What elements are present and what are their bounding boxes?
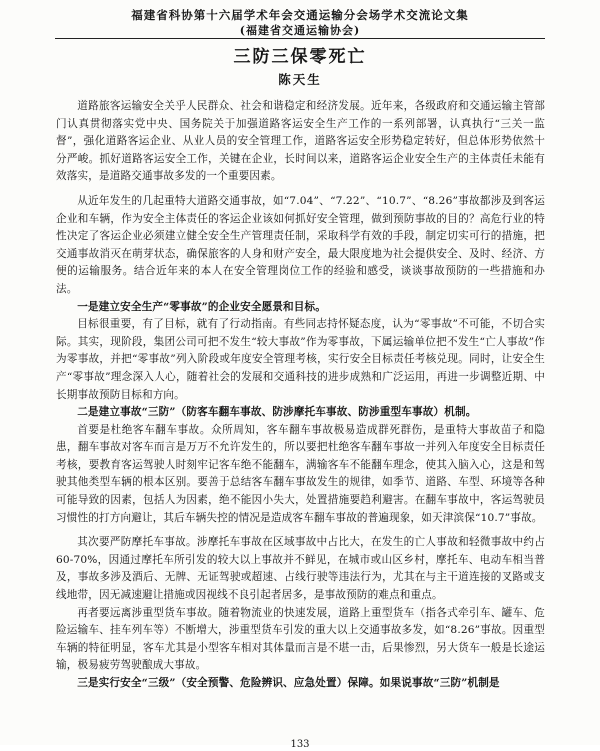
paragraph: 道路旅客运输安全关乎人民群众、社会和谐稳定和经济发展。近年来，各级政府和交通运输主管部门认真贯彻落实党中央、国务院关于加强道路客运安全生产工作的一系列部署，认真执行“三关一监督”，强化道路客运企业、从业人员的安全管理工作，道路客运安全形势稳定转好，但总体形势依然十分严峻。抓好道路客运安全工作，关键在企业，长时间以来，道路客运企业安全生产的主体责任未能有效落实，是道路交通事故多发的一个重要因素。	[56, 100, 545, 183]
paragraph: 其次要严防摩托车事故。涉摩托车事故在区域事故中占比大，在发生的亡人事故和轻微事故中约占60-70%，因通过摩托车所引发的较大以上事故并不鲜见，在城市或山区乡村，摩托车、电动车相当普及，事故多涉及酒后、无牌、无证驾驶或超速、占线行驶等违法行为，尤其在与主干道连接的叉路或支线地带，因无减速避让措施或因视线不良引起者居多，是事故预防的难点和重点。	[56, 536, 545, 602]
paragraph: 首要是杜绝客车翻车事故。众所周知，客车翻车事故极易造成群死群伤，是重特大事故苗子和隐患，翻车事故对客车而言是万万不允许发生的，所以要把杜绝客车翻车事故一并列入年度安全目标责任考核，要教育客运驾驶人时刻牢记客车绝不能翻车，满输客车不能翻车理念，使其入脑入心，这是和驾驶其他类型车辆的根本区别。要善于总结客车翻车事故发生的规律，如季节、道路、车型、环境等各种可能导致的因素，包括人为因素，绝不能因小失大，处置措施要趋利避害。在翻车事故中，客运驾驶员习惯性的打方向避让，其后车辆失控的情况是造成客车翻车事故的普遍现象，如天津滨保“10.7”事故。	[56, 423, 545, 524]
article-author: 陈天生	[278, 72, 322, 87]
paragraph: 再者要远离涉重型货车事故。随着物流业的快速发展，道路上重型货车（指各式牵引车、罐车、危险运输车、挂车列车等）不断增大，涉重型货车引发的重大以上交通事故多发，如“8.26”事故。因重型车辆的特征明显，客车尤其是小型客车相对其体量而言是不堪一击，后果惨烈，另大货车一般是长途运输，极易疲劳驾驶酿成大事故。	[56, 606, 545, 672]
paragraph: 目标很重要，有了目标，就有了行动指南。有些同志持怀疑态度，认为“零事故”不可能，不切合实际。其实，现阶段，集团公司可把不发生“较大事故”作为零事故，下属运输单位把不发生“亡人事故”作为零事故，并把“零事故”列入阶段或年度安全管理考核，实行安全目标责任考核兑现。同时，让安全生产“零事故”理念深入人心，随着社会的发展和交通科技的进步成熟和广泛运用，再进一步调整近期、中长期事故预防目标和方向。	[56, 318, 545, 401]
section-heading: 三是实行安全“三级”（安全预警、危险辨识、应急处置）保障。如果说事故“三防”机制是	[77, 677, 500, 689]
article-title: 三防三保零死亡	[233, 47, 367, 67]
section-heading: 二是建立事故“三防”（防客车翻车事故、防涉摩托车事故、防涉重型车事故）机制。	[77, 406, 477, 419]
running-subtitle: (福建省交通运输协会)	[239, 24, 361, 37]
section-heading: 一是建立安全生产“零事故”的企业安全愿景和目标。	[77, 300, 327, 313]
paragraph: 从近年发生的几起重特大道路交通事故，如“7.04”、“7.22”、“10.7”、“8.26”事故都涉及到客运企业和车辆，作为安全主体责任的客运企业该如何抓好安全管理，做到预防事故的目的？高危行业的特性决定了客运企业必须建立健全安全生产管理责任制，采取科学有效的手段，制定切实可行的措施，把交通事故消灭在萌芽状态，确保旅客的人身和财产安全，最大限度地为社会提供安全、及时、经济、方便的运输服务。结合近年来的本人在安全管理岗位工作的经验和感受，谈谈事故预防的一些措施和办法。	[56, 194, 545, 295]
running-header: 福建省科协第十六届学术年会交通运输分会场学术交流论文集	[131, 8, 469, 22]
article-body	[56, 98, 545, 693]
page-number: 133	[290, 739, 310, 750]
header-divider	[55, 38, 545, 39]
